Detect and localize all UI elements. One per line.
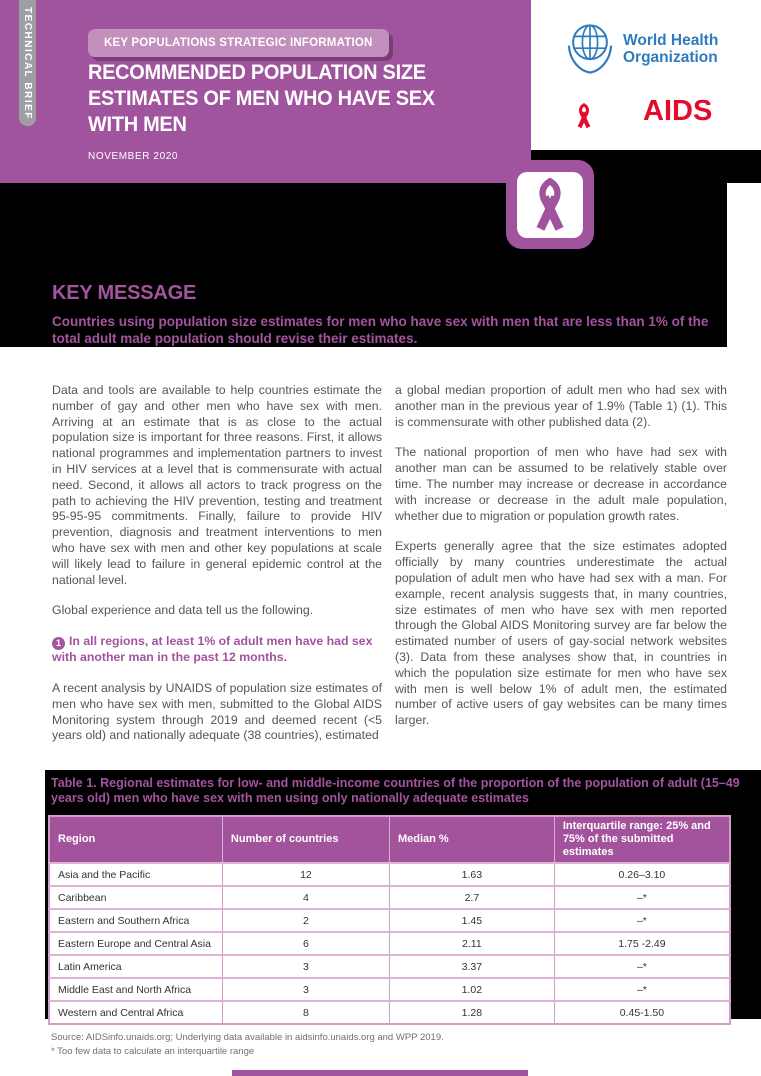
value-cell: 8	[222, 1001, 389, 1024]
banner-label: KEY POPULATIONS STRATEGIC INFORMATION	[104, 37, 373, 49]
value-cell: 3	[222, 955, 389, 978]
who-logo	[563, 20, 718, 78]
value-cell: –*	[554, 955, 730, 978]
region-cell: Eastern and Southern Africa	[49, 909, 222, 932]
table-row	[49, 932, 730, 955]
regions-table-head	[49, 816, 730, 863]
highlight-text: In all regions, at least 1% of adult men have had sex with another man in the past 12 months.	[52, 634, 373, 665]
highlight-finding	[52, 634, 382, 666]
value-cell: 3.37	[389, 955, 554, 978]
paragraph: Experts generally agree that the size estimates adopted officially by many countries underestimate the actual population of adult men who have had sex with a man. For example, recent analysis suggests that, in many countries, size estimates of men who have sex with men reported through the Global AIDS Monitoring survey are far below the estimated number of users of gay-social network websites (3). Data from these analyses show that, in countries in which the population size estimate for men who have sex with men is well below 1% of adult men, the estimated number of active users of gay websites can be many times larger.	[395, 539, 727, 728]
regions-table-body	[49, 863, 730, 1024]
col-median: Median %	[389, 816, 554, 863]
table-row	[49, 909, 730, 932]
value-cell: 2	[222, 909, 389, 932]
value-cell: 1.28	[389, 1001, 554, 1024]
table-header-row	[49, 816, 730, 863]
key-message-heading: KEY MESSAGE	[52, 282, 197, 304]
value-cell: 1.75 -2.49	[554, 932, 730, 955]
value-cell: 4	[222, 886, 389, 909]
footer-accent-bar	[232, 1070, 528, 1076]
banner-pill	[88, 29, 389, 57]
paragraph: A recent analysis by UNAIDS of population size estimates of men who have sex with men, submitted to the Global AIDS Monitoring system through 2019 and deemed recent (<5 years old) and nationally adequate (38 countries), estimated	[52, 680, 382, 743]
header	[0, 0, 531, 183]
ribbon-badge	[506, 160, 594, 249]
value-cell: 12	[222, 863, 389, 886]
region-cell: Latin America	[49, 955, 222, 978]
value-cell: 6	[222, 932, 389, 955]
technical-brief-label: TECHNICAL BRIEF	[22, 6, 33, 120]
value-cell: –*	[554, 978, 730, 1001]
paragraph: The national proportion of men who have had sex with another man can be assumed to be relatively stable over time. The number may increase or decrease in accordance with increase or decrease in the adult male population, whether due to migration or population growth rates.	[395, 445, 727, 523]
value-cell: 1.63	[389, 863, 554, 886]
col-iqr: Interquartile range: 25% and 75% of the submitted estimates	[554, 816, 730, 863]
awareness-ribbon-icon	[530, 178, 570, 232]
logo-area	[531, 0, 761, 150]
table-row	[49, 955, 730, 978]
region-cell: Asia and the Pacific	[49, 863, 222, 886]
table-section	[45, 770, 761, 1057]
value-cell: –*	[554, 886, 730, 909]
regions-table	[48, 815, 731, 1025]
white-notch	[727, 183, 761, 347]
value-cell: –*	[554, 909, 730, 932]
value-cell: 2.7	[389, 886, 554, 909]
value-cell: 3	[222, 978, 389, 1001]
paragraph: Global experience and data tell us the following.	[52, 603, 314, 618]
col-number-of-countries: Number of countries	[222, 816, 389, 863]
region-cell: Caribbean	[49, 886, 222, 909]
value-cell: 2.11	[389, 932, 554, 955]
ribbon-badge-inner	[517, 172, 583, 238]
region-cell: Western and Central Africa	[49, 1001, 222, 1024]
paragraph: Data and tools are available to help countries estimate the number of gay and other men who have sex with men. Arriving at an estimate that is as close to the actual population size is important for three reasons. First, it allows national programmes and implementation partners to invest in HIV services at a level that is commensurate with actual need. Second, it allows all actors to track progress on the path to achieving the HIV prevention, testing and treatment 95-95-95 commitments. Finally, failure to provide HIV prevention, diagnosis and treatment interventions to men who have sex with men and other key populations at scale will likely lead to failure in general epidemic control at the national level.	[52, 383, 382, 587]
table-row	[49, 886, 730, 909]
value-cell: 1.02	[389, 978, 554, 1001]
who-logo-text	[623, 32, 718, 66]
technical-brief-tab	[19, 0, 36, 126]
col-region: Region	[49, 816, 222, 863]
table-notes	[51, 1031, 761, 1058]
number-one-icon: 1	[52, 637, 65, 650]
table-title: Table 1. Regional estimates for low- and middle-income countries of the proportion of the population of adult (15–49 years old) men who have sex with men using only nationally adequate estimates	[51, 776, 740, 805]
who-line2: Organization	[623, 49, 718, 66]
unaids-logo	[575, 95, 712, 128]
table-source: Source: AIDSinfo.unaids.org; Underlying data available in aidsinfo.unaids.org and WPP 2019.	[51, 1032, 444, 1043]
page-title: RECOMMENDED POPULATION SIZE ESTIMATES OF MEN WHO HAVE SEX WITH MEN	[88, 61, 435, 136]
value-cell: 0.26–3.10	[554, 863, 730, 886]
table-row	[49, 978, 730, 1001]
value-cell: 1.45	[389, 909, 554, 932]
body-column-right	[395, 383, 727, 744]
who-globe-icon	[563, 20, 617, 78]
table-row	[49, 863, 730, 886]
paragraph: a global median proportion of adult men who had sex with another man in the previous year of 1.9% (Table 1) (1). This is commensurate with other published data (2).	[395, 383, 727, 429]
region-cell: Eastern Europe and Central Asia	[49, 932, 222, 955]
key-message-section	[52, 282, 728, 347]
aids-wordmark: AIDS	[643, 95, 713, 127]
publication-date: NOVEMBER 2020	[88, 151, 179, 162]
key-message-text: Countries using population size estimates for men who have sex with men that are less than 1% of the total adult male population should revise their estimates.	[52, 314, 709, 346]
table-row	[49, 1001, 730, 1024]
red-ribbon-icon	[575, 95, 593, 137]
table-footnote: * Too few data to calculate an interquartile range	[51, 1045, 255, 1057]
region-cell: Middle East and North Africa	[49, 978, 222, 1001]
value-cell: 0.45-1.50	[554, 1001, 730, 1024]
who-line1: World Health	[623, 32, 719, 49]
body-column-left	[52, 383, 382, 759]
